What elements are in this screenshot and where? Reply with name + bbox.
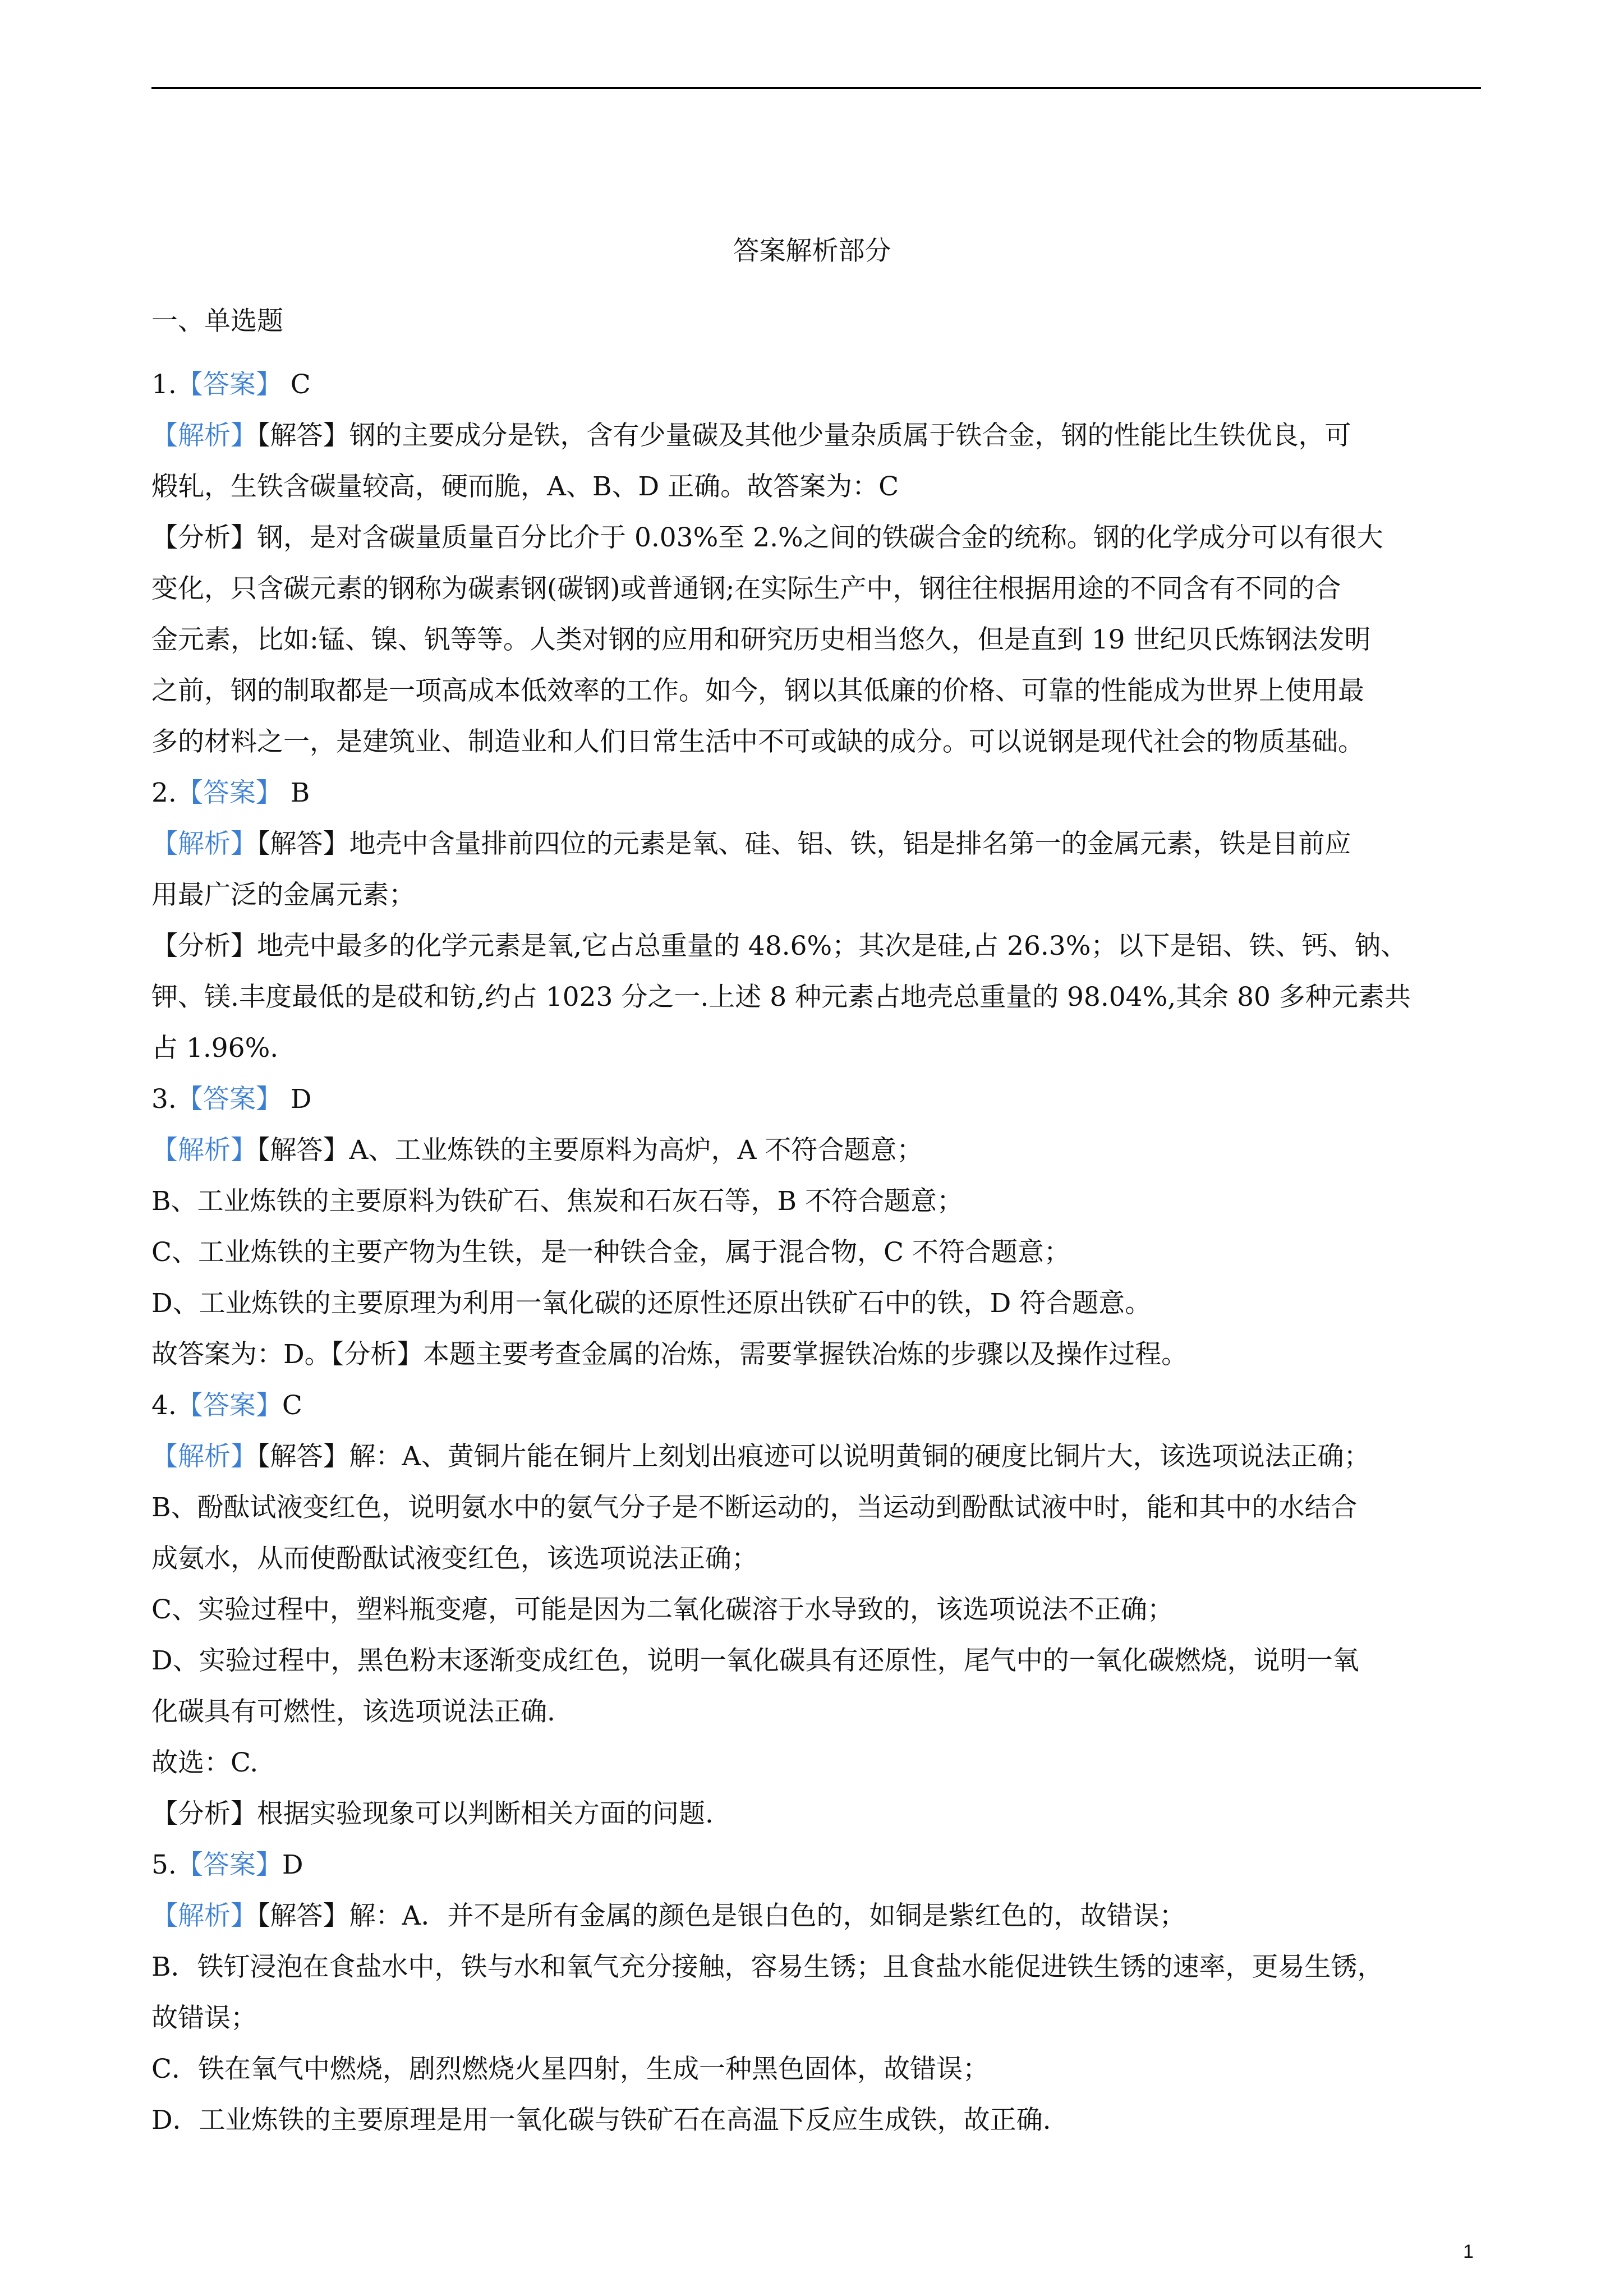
text-line <box>151 1635 1484 1686</box>
text-line <box>151 1482 1484 1533</box>
line-text: B．铁钉浸泡在食盐水中，铁与水和氧气充分接触，容易生锈；且食盐水能促进铁生锈的速率，更易生锈， <box>151 1952 1384 1982</box>
line-text: 【解答】地壳中含量排前四位的元素是氧、硅、铝、铁，铝是排名第一的金属元素，铁是目前应 <box>257 829 1351 859</box>
line-text: 煅轧，生铁含碳量较高，硬而脆，A、B、D 正确。故答案为：C <box>151 471 899 502</box>
text-line <box>151 614 1484 665</box>
question-number: 3. <box>151 1084 177 1115</box>
text-line <box>151 461 1484 512</box>
page-number: 1 <box>1463 2241 1474 2262</box>
text-line <box>151 1584 1484 1635</box>
line-text: D、工业炼铁的主要原理为利用一氧化碳的还原性还原出铁矿石中的铁，D 符合题意。 <box>151 1288 1152 1319</box>
text-line <box>151 2044 1484 2095</box>
text-line <box>151 921 1484 972</box>
line-text: D．工业炼铁的主要原理是用一氧化碳与铁矿石在高温下反应生成铁，故正确. <box>151 2105 1051 2136</box>
text-line <box>151 1993 1484 2044</box>
tag-label: 【答案】 <box>176 777 282 808</box>
line-text: 用最广泛的金属元素； <box>151 880 415 910</box>
tag-label: 【解析】 <box>151 1135 257 1166</box>
text-line <box>151 1890 1484 1941</box>
tag-label: 【解析】 <box>151 1901 257 1931</box>
line-text: 多的材料之一，是建筑业、制造业和人们日常生活中不可或缺的成分。可以说钢是现代社会的物质基础。 <box>151 726 1364 757</box>
line-text: 占 1.96%. <box>151 1033 279 1064</box>
page-title: 答案解析部分 <box>733 236 891 266</box>
line-text: C、实验过程中，塑料瓶变瘪，可能是因为二氧化碳溶于水导致的，该选项说法不正确； <box>151 1594 1174 1625</box>
text-line <box>151 1278 1484 1329</box>
line-text: 化碳具有可燃性，该选项说法正确. <box>151 1696 555 1727</box>
question-number: 5. <box>151 1849 177 1880</box>
text-line <box>151 1074 1484 1125</box>
text-line <box>151 1686 1484 1737</box>
line-text: 故错误； <box>151 2003 257 2033</box>
line-text: 故答案为：D。【分析】本题主要考查金属的冶炼，需要掌握铁冶炼的步骤以及操作过程。 <box>151 1339 1188 1370</box>
header-rule <box>151 87 1481 89</box>
text-line <box>151 716 1484 767</box>
line-text: B、工业炼铁的主要原料为铁矿石、焦炭和石灰石等，B 不符合题意； <box>151 1186 964 1217</box>
line-text: 【解答】A、工业炼铁的主要原料为高炉，A 不符合题意； <box>257 1135 923 1166</box>
tag-label: 【答案】 <box>176 369 282 400</box>
text-line <box>151 869 1484 921</box>
line-text: C <box>282 369 311 400</box>
text-line <box>151 1125 1484 1176</box>
text-line <box>151 1533 1484 1584</box>
text-line <box>151 359 1484 410</box>
line-text: 【解答】解：A．并不是所有金属的颜色是银白色的，如铜是紫红色的，故错误； <box>257 1901 1186 1931</box>
tag-label: 【解析】 <box>151 1441 257 1472</box>
line-text: C、工业炼铁的主要产物为生铁，是一种铁合金，属于混合物，C 不符合题意； <box>151 1237 1070 1268</box>
line-text: B <box>282 777 310 808</box>
line-text: 【分析】地壳中最多的化学元素是氧,它占总重量的 48.6%；其次是硅,占 26.3%；以下是铝、铁、钙、钠、 <box>151 931 1407 961</box>
line-text: 故选：C. <box>151 1747 259 1778</box>
text-line <box>151 410 1484 461</box>
line-text: 【分析】根据实验现象可以判断相关方面的问题. <box>151 1798 714 1829</box>
line-text: 变化，只含碳元素的钢称为碳素钢(碳钢)或普通钢;在实际生产中，钢往往根据用途的不同含有不同的合 <box>151 573 1341 604</box>
tag-label: 【答案】 <box>176 1084 282 1115</box>
text-line <box>151 1227 1484 1278</box>
text-line <box>151 972 1484 1023</box>
line-text: C <box>282 1390 302 1421</box>
text-line <box>151 512 1484 563</box>
line-text: D <box>282 1849 303 1880</box>
text-line <box>151 1839 1484 1890</box>
question-number: 2. <box>151 777 177 808</box>
text-line <box>151 665 1484 716</box>
line-text: 成氨水，从而使酚酞试液变红色，该选项说法正确； <box>151 1543 758 1574</box>
answer-content <box>151 359 1484 2146</box>
line-text: B、酚酞试液变红色，说明氨水中的氨气分子是不断运动的，当运动到酚酞试液中时，能和其中的水结合 <box>151 1492 1358 1523</box>
text-line <box>151 818 1484 869</box>
line-text: D <box>282 1084 312 1115</box>
text-line <box>151 1737 1484 1788</box>
text-line <box>151 1788 1484 1839</box>
text-line <box>151 767 1484 818</box>
line-text: 【解答】钢的主要成分是铁，含有少量碳及其他少量杂质属于铁合金，钢的性能比生铁优良，可 <box>257 420 1351 451</box>
text-line <box>151 1329 1484 1380</box>
line-text: 金元素，比如:锰、镍、钒等等。人类对钢的应用和研究历史相当悠久，但是直到 19 世纪贝氏炼钢法发明 <box>151 624 1371 655</box>
text-line <box>151 2095 1484 2146</box>
line-text: C．铁在氧气中燃烧，剧烈燃烧火星四射，生成一种黑色固体，故错误； <box>151 2054 989 2085</box>
question-number: 1. <box>151 369 177 400</box>
line-text: 【解答】解：A、黄铜片能在铜片上刻划出痕迹可以说明黄铜的硬度比铜片大，该选项说法正确； <box>257 1441 1370 1472</box>
section-heading: 一、单选题 <box>151 306 283 337</box>
text-line <box>151 1176 1484 1227</box>
line-text: D、实验过程中，黑色粉末逐渐变成红色，说明一氧化碳具有还原性，尾气中的一氧化碳燃烧，说明一氧 <box>151 1645 1359 1676</box>
text-line <box>151 1023 1484 1074</box>
tag-label: 【答案】 <box>176 1849 282 1880</box>
text-line <box>151 1941 1484 1993</box>
line-text: 【分析】钢，是对含碳量质量百分比介于 0.03%至 2.%之间的铁碳合金的统称。钢的化学成分可以有很大 <box>151 522 1383 553</box>
line-text: 之前，钢的制取都是一项高成本低效率的工作。如今，钢以其低廉的价格、可靠的性能成为世界上使用最 <box>151 675 1364 706</box>
tag-label: 【解析】 <box>151 420 257 451</box>
tag-label: 【解析】 <box>151 829 257 859</box>
text-line <box>151 1431 1484 1482</box>
text-line <box>151 563 1484 614</box>
tag-label: 【答案】 <box>176 1390 282 1421</box>
line-text: 钾、镁.丰度最低的是砹和钫,约占 1023 分之一.上述 8 种元素占地壳总重量的 98.04%,其余 80 多种元素共 <box>151 982 1411 1013</box>
question-number: 4. <box>151 1390 177 1421</box>
text-line <box>151 1380 1484 1431</box>
